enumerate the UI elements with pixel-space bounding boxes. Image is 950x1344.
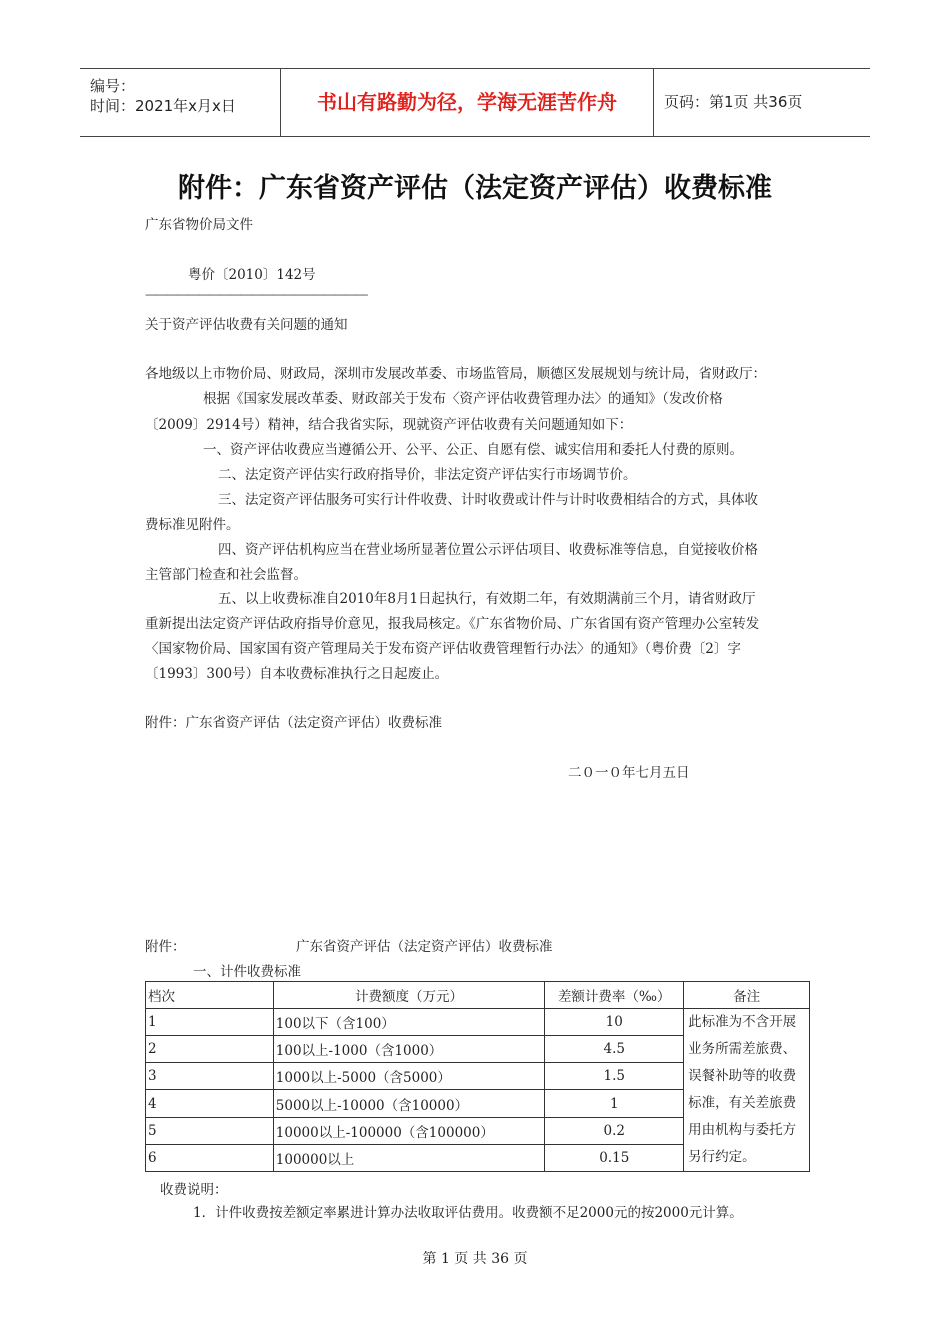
doc-attachment: 附件：广东省资产评估（法定资产评估）收费标准 (145, 715, 442, 731)
annex-section: 一、计件收费标准 (193, 964, 301, 980)
doc-paragraph-3-line2: 费标准见附件。 (145, 517, 240, 533)
cell-rate: 1.5 (545, 1063, 684, 1090)
doc-paragraph-5-line1: 五、以上收费标准自2010年8月1日起执行，有效期二年，有效期满前三个月，请省财政厅 (218, 591, 756, 607)
doc-intro-line1: 根据《国家发展改革委、财政部关于发布〈资产评估收费管理办法〉的通知》（发改价格 (203, 391, 723, 407)
doc-recipients: 各地级以上市物价局、财政局，深圳市发展改革委、市场监管局，顺德区发展规划与统计局，省财政厅： (145, 366, 766, 382)
cell-range: 100以上-1000（含1000） (273, 1036, 545, 1063)
cell-range: 10000以上-100000（含100000） (273, 1117, 545, 1144)
table-row (146, 1009, 810, 1036)
header-time: 时间：2021年x月x日 (90, 97, 236, 115)
cell-grade: 1 (146, 1009, 274, 1036)
cell-grade: 2 (146, 1036, 274, 1063)
doc-paragraph-3-line1: 三、法定资产评估服务可实行计件收费、计时收费或计件与计时收费相结合的方式，具体收 (218, 492, 758, 508)
cell-rate: 0.2 (545, 1117, 684, 1144)
doc-number: 粤价〔2010〕142号 (188, 267, 316, 283)
doc-intro-line2: 〔2009〕2914号）精神，结合我省实际，现就资产评估收费有关问题通知如下： (145, 417, 633, 433)
doc-paragraph-5-line4: 〔1993〕300号）自本收费标准执行之日起废止。 (145, 666, 449, 682)
cell-grade: 4 (146, 1090, 274, 1117)
column-header-grade: 档次 (146, 982, 274, 1009)
fee-table (145, 981, 810, 1172)
cell-range: 100以下（含100） (273, 1009, 545, 1036)
cell-note: 此标准为不含开展业务所需差旅费、误餐补助等的收费标准，有关差旅费用由机构与委托方另行约定。 (684, 1009, 810, 1172)
cell-rate: 1 (545, 1090, 684, 1117)
doc-date: 二０一０年七月五日 (568, 765, 690, 781)
header-meta (80, 69, 281, 136)
explain-item-1: 1．计件收费按差额定率累进计算办法收取评估费用。收费额不足2000元的按2000元计算。 (193, 1205, 743, 1221)
column-header-range: 计费额度（万元） (273, 982, 545, 1009)
doc-subject: 关于资产评估收费有关问题的通知 (145, 317, 348, 333)
doc-rule: ————————————————————— (145, 287, 366, 303)
doc-paragraph-4-line2: 主管部门检查和社会监督。 (145, 567, 307, 583)
page-footer: 第 1 页 共 36 页 (422, 1251, 528, 1267)
cell-range: 100000以上 (273, 1144, 545, 1171)
cell-grade: 3 (146, 1063, 274, 1090)
cell-range: 1000以上-5000（含5000） (273, 1063, 545, 1090)
explain-label: 收费说明： (160, 1182, 228, 1198)
annex-label: 附件： (145, 939, 186, 955)
header-number: 编号： (90, 77, 136, 95)
cell-grade: 5 (146, 1117, 274, 1144)
page-title: 附件：广东省资产评估（法定资产评估）收费标准 (178, 173, 772, 204)
doc-paragraph-2: 二、法定资产评估实行政府指导价，非法定资产评估实行市场调节价。 (218, 467, 637, 483)
doc-issuer: 广东省物价局文件 (145, 217, 253, 233)
annex-title: 广东省资产评估（法定资产评估）收费标准 (296, 939, 553, 955)
page-header (80, 68, 870, 137)
cell-range: 5000以上-10000（含10000） (273, 1090, 545, 1117)
column-header-note: 备注 (684, 982, 810, 1009)
column-header-rate: 差额计费率（‰） (545, 982, 684, 1009)
doc-paragraph-1: 一、资产评估收费应当遵循公开、公平、公正、自愿有偿、诚实信用和委托人付费的原则。 (203, 442, 743, 458)
table-header-row (146, 982, 810, 1009)
cell-rate: 4.5 (545, 1036, 684, 1063)
cell-rate: 10 (545, 1009, 684, 1036)
doc-paragraph-4-line1: 四、资产评估机构应当在营业场所显著位置公示评估项目、收费标准等信息，自觉接收价格 (218, 542, 758, 558)
cell-grade: 6 (146, 1144, 274, 1171)
header-page-info: 页码：第1页 共36页 (664, 93, 803, 111)
header-motto: 书山有路勤为径，学海无涯苦作舟 (281, 69, 654, 136)
doc-paragraph-5-line3: 〈国家物价局、国家国有资产管理局关于发布资产评估收费管理暂行办法〉的通知》（粤价费〔2〕字 (145, 641, 741, 657)
cell-rate: 0.15 (545, 1144, 684, 1171)
doc-paragraph-5-line2: 重新提出法定资产评估政府指导价意见，报我局核定。《广东省物价局、广东省国有资产管理办公室转发 (145, 616, 760, 632)
